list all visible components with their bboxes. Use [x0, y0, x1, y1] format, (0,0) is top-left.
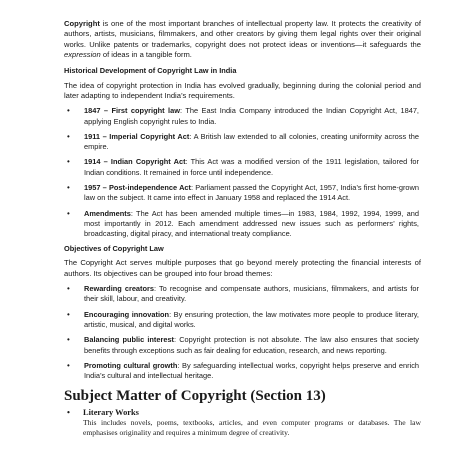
objective-item-text: : To recognise and compensate authors, musicians, filmmakers, and artists for their skill, labour, and creativity. [84, 284, 419, 304]
objective-item-text: : Copyright protection is not absolute. The law also ensures that society benefits through exceptions such as fair dealing for education, research, and news reporting. [84, 335, 419, 355]
bullet-icon: • [67, 284, 70, 294]
objectives-list [64, 284, 421, 381]
intro-text-part1: is one of the most important branches of intellectual property law. It protects the creativity of authors, artists, musicians, filmmakers, and other creators by giving them legal rights over their original works. Unlike patents or trademarks, copyright does not protect ideas or inventions—it safeguards the [64, 19, 421, 49]
objective-item-public-interest [64, 335, 421, 356]
literary-works-paragraph: This includes novels, poems, textbooks, articles, and even computer programs or databases. The law emphasises originality and requires a minimum degree of creativity. [83, 418, 421, 437]
bullet-icon: • [67, 335, 70, 345]
history-list [64, 106, 421, 239]
objective-item-cultural [64, 361, 421, 382]
bullet-icon: • [67, 408, 70, 418]
history-heading: Historical Development of Copyright Law in India [64, 65, 237, 75]
history-item-term: Amendments [84, 208, 131, 218]
history-item-text: : This Act was a modified version of the 1911 legislation, tailored for Indian conditions. It remained in force until independence. [84, 157, 419, 177]
history-item-text: : A British law extended to all colonies, creating uniformity across the empire. [84, 131, 420, 152]
history-item-text: : The East India Company introduced the Indian Copyright Act, 1847, applying English copyright rules to India. [84, 106, 419, 126]
intro-italic-term: expression [64, 50, 101, 60]
subject-matter-heading: Subject Matter of Copyright (Section 13) [64, 388, 326, 405]
objectives-paragraph: The Copyright Act serves multiple purposes that go beyond merely protecting the financial interests of authors. Its objectives can be grouped into four broad themes: [64, 258, 421, 278]
intro-lead-term: Copyright [64, 19, 100, 28]
history-item-term: 1847 – First copyright law [84, 106, 180, 116]
history-paragraph: The idea of copyright protection in India has evolved gradually, beginning during the colonial period and later adapting to independent India’s requirements. [64, 80, 421, 100]
bullet-icon: • [67, 157, 70, 167]
objective-item-term: Encouraging innovation [84, 309, 170, 319]
literary-works-label: Literary Works [83, 408, 139, 418]
history-item-text: : Parliament passed the Copyright Act, 1957, India’s first home-grown law on the subject. It came into effect in January 1958 and replaced the 1914 Act. [84, 183, 419, 203]
objective-item-text: : By ensuring protection, the law motivates more people to produce literary, artistic, musical, and digital works. [84, 309, 419, 329]
history-item-1914 [64, 157, 421, 178]
objective-item-term: Rewarding creators [84, 284, 155, 294]
literary-works-subheading [64, 408, 421, 418]
intro-text-part2: of ideas in a tangible form. [100, 50, 192, 60]
history-item-1957 [64, 183, 421, 204]
history-item-amendments [64, 209, 421, 240]
objective-item-text: : By safeguarding intellectual works, copyright helps preserve and enrich India’s cultural and intellectual heritage. [84, 360, 419, 381]
bullet-icon: • [67, 360, 70, 370]
objective-item-innovation [64, 310, 421, 331]
bullet-icon: • [67, 183, 70, 192]
history-item-term: 1957 – Post-independence Act [84, 183, 191, 192]
bullet-icon: • [67, 309, 70, 319]
history-item-1911 [64, 132, 421, 153]
bullet-icon: • [67, 131, 70, 141]
history-item-term: 1914 – Indian Copyright Act [84, 157, 186, 167]
history-item-text: : The Act has been amended multiple times—in 1983, 1984, 1992, 1994, 1999, and most importantly in 2012. Each amendment addressed new issues such as performers’ rights, broadcasting, digital piracy, and international treaty compliance. [84, 208, 419, 239]
objectives-heading: Objectives of Copyright Law [64, 244, 164, 254]
bullet-icon: • [67, 106, 70, 116]
intro-paragraph [64, 19, 421, 61]
objective-item-term: Balancing public interest [84, 335, 175, 345]
history-item-1847 [64, 106, 421, 127]
objective-item-rewarding [64, 284, 421, 305]
bullet-icon: • [67, 208, 70, 218]
history-item-term: 1911 – Imperial Copyright Act [84, 131, 190, 141]
objective-item-term: Promoting cultural growth [84, 360, 178, 370]
